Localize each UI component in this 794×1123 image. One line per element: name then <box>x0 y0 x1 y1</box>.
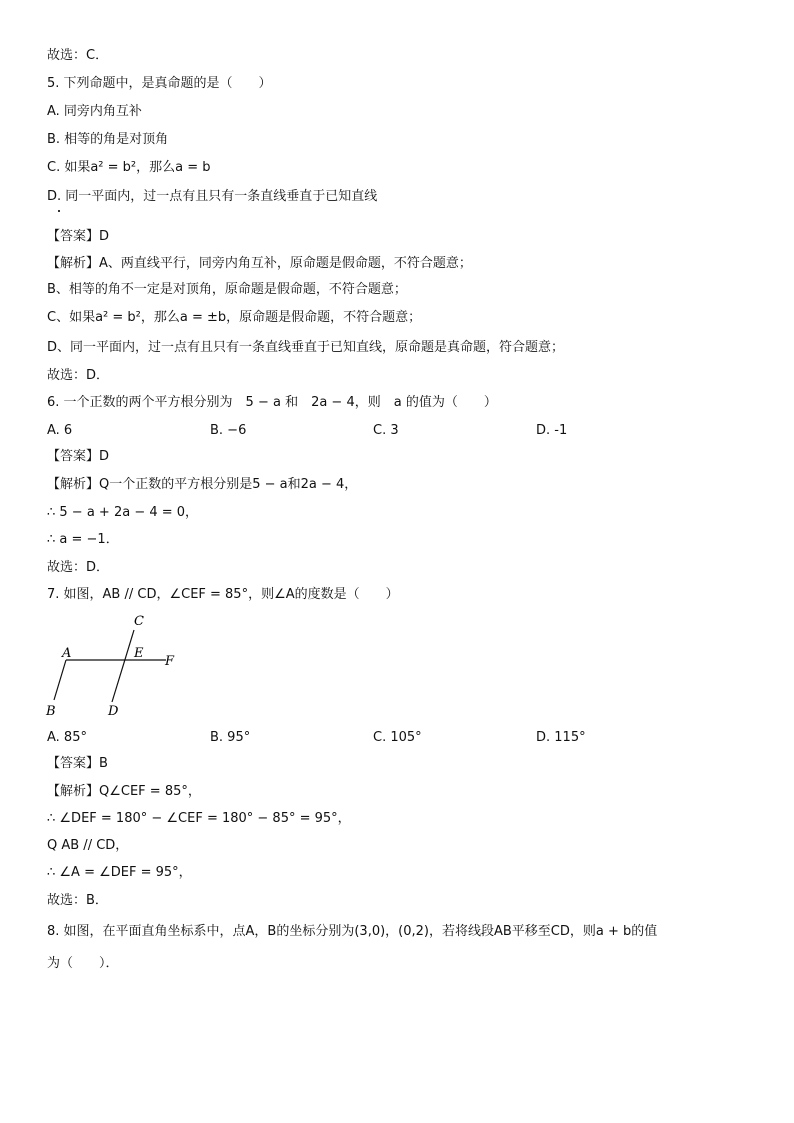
q5-explanation-1: 【解析】A、两直线平行，同旁内角互补，原命题是假命题，不符合题意； <box>47 256 472 271</box>
q7-selection: 故选：B． <box>47 893 108 908</box>
question-6: 6. 一个正数的两个平方根分别为 5 − a 和 2a − 4，则 a 的值为（ ） <box>47 395 497 410</box>
q5-explanation-2: B、相等的角不一定是对顶角，原命题是假命题，不符合题意； <box>47 282 407 297</box>
label-b: B <box>46 704 56 719</box>
q7-explanation-4: ∴ ∠A = ∠DEF = 95°， <box>47 865 192 880</box>
label-c: C <box>134 614 144 629</box>
q6-answer: 【答案】D <box>47 449 110 464</box>
q5-explanation-3: C、如果a² = b²，那么a = ±b，原命题是假命题，不符合题意； <box>47 310 422 325</box>
question-8-line-1: 8. 如图，在平面直角坐标系中，点A，B的坐标分别为(3,0)，(0,2)，若将线段AB平移至CD，则a + b的值 <box>47 924 658 939</box>
q5-option-b: B. 相等的角是对顶角 <box>47 132 169 147</box>
q7-explanation-2: ∴ ∠DEF = 180° − ∠CEF = 180° − 85° = 95°， <box>47 811 351 826</box>
q6-explanation-3: ∴ a = −1． <box>47 532 119 547</box>
question-5: 5. 下列命题中，是真命题的是（ ） <box>47 76 272 91</box>
q5-option-d: D. 同一平面内，过一点有且只有一条直线垂直于已知直线 <box>47 189 378 204</box>
q7-explanation-3: Q AB // CD， <box>47 838 129 853</box>
line-ab <box>54 660 66 700</box>
q5-explanation-4: D、同一平面内，过一点有且只有一条直线垂直于已知直线，原命题是真命题，符合题意； <box>47 340 565 355</box>
q7-option-a: A. 85° <box>47 730 87 745</box>
question-7: 7. 如图，AB // CD，∠CEF = 85°，则∠A的度数是（ ） <box>47 587 399 602</box>
text-line: 故选：C． <box>47 48 109 63</box>
q5-answer: 【答案】D <box>47 229 110 244</box>
q6-explanation-2: ∴ 5 − a + 2a − 4 = 0， <box>47 505 199 520</box>
q6-option-c: C. 3 <box>373 423 399 438</box>
label-a: A <box>62 646 72 661</box>
q7-option-b: B. 95° <box>210 730 251 745</box>
question-8-line-2: 为（ ）． <box>47 956 119 971</box>
q6-option-a: A. 6 <box>47 423 73 438</box>
q5-option-c: C. 如果a² = b²，那么a = b <box>47 160 211 175</box>
q6-selection: 故选：D． <box>47 560 110 575</box>
label-e: E <box>134 646 144 661</box>
label-d: D <box>108 704 119 719</box>
q7-answer: 【答案】B <box>47 756 108 771</box>
stray-dot <box>58 210 60 212</box>
q7-option-d: D. 115° <box>536 730 586 745</box>
q6-option-d: D. -1 <box>536 423 568 438</box>
geometry-figure <box>40 608 200 720</box>
q7-option-c: C. 105° <box>373 730 422 745</box>
label-f: F <box>165 654 175 669</box>
q5-selection: 故选：D． <box>47 368 110 383</box>
q6-option-b: B. −6 <box>210 423 247 438</box>
q5-option-a: A. 同旁内角互补 <box>47 104 142 119</box>
line-cd <box>112 630 134 702</box>
q7-explanation-1: 【解析】Q∠CEF = 85°， <box>47 784 201 799</box>
q6-explanation-1: 【解析】Q一个正数的平方根分别是5 − a和2a − 4， <box>47 477 358 492</box>
